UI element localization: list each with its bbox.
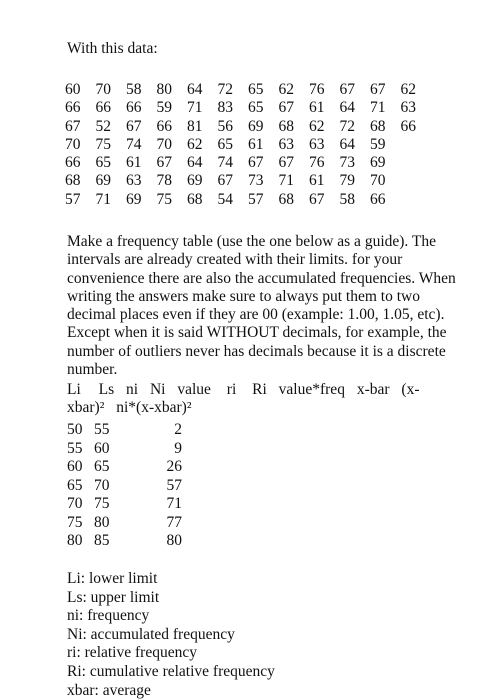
data-cell: 69 bbox=[248, 117, 264, 135]
data-cell: 62 bbox=[400, 81, 416, 98]
table-cell-ls: 85 bbox=[94, 532, 110, 549]
table-row bbox=[67, 477, 182, 496]
data-cell: 67 bbox=[370, 81, 386, 98]
header-value-freq: value*freq bbox=[278, 381, 345, 398]
table-cell-li: 75 bbox=[67, 513, 83, 531]
data-cell: 75 bbox=[95, 135, 111, 153]
data-cell: 65 bbox=[217, 135, 233, 153]
data-cell: 67 bbox=[339, 81, 355, 98]
table-cell-ni-accumulated: 71 bbox=[166, 495, 182, 512]
data-cell: 52 bbox=[95, 117, 111, 135]
data-cell: 70 bbox=[95, 81, 111, 98]
table-cell-li: 50 bbox=[67, 421, 83, 438]
table-cell-ls: 80 bbox=[94, 513, 110, 531]
header-ni-times-squared: ni*(x-xbar)² bbox=[116, 399, 192, 417]
header-li: Li bbox=[67, 381, 81, 398]
data-cell: 58 bbox=[339, 190, 355, 208]
header-value: value bbox=[177, 381, 211, 398]
data-cell: 70 bbox=[156, 135, 172, 153]
data-row bbox=[65, 118, 431, 136]
header-Ri: Ri bbox=[252, 381, 267, 398]
data-cell: 61 bbox=[309, 172, 325, 190]
legend-item: ni: frequency bbox=[67, 607, 150, 625]
frequency-table bbox=[67, 421, 182, 551]
table-row bbox=[67, 514, 182, 533]
data-cell: 62 bbox=[187, 135, 203, 153]
legend-item: ri: relative frequency bbox=[67, 644, 197, 662]
data-cell: 76 bbox=[309, 154, 325, 172]
data-cell: 78 bbox=[156, 172, 172, 190]
data-cell: 59 bbox=[370, 135, 386, 153]
instructions-paragraph bbox=[67, 233, 467, 379]
data-cell: 67 bbox=[156, 154, 172, 172]
table-row bbox=[67, 532, 182, 551]
data-row bbox=[65, 81, 431, 99]
data-cell: 72 bbox=[217, 81, 233, 98]
instruction-line: number of outliers never has decimals because it is a discrete bbox=[67, 342, 446, 360]
raw-data-grid bbox=[65, 81, 431, 209]
data-cell: 75 bbox=[156, 190, 172, 208]
data-cell: 74 bbox=[126, 135, 142, 153]
data-row bbox=[65, 154, 431, 172]
data-cell: 65 bbox=[248, 81, 264, 98]
table-cell-ni-accumulated: 26 bbox=[166, 458, 182, 475]
data-cell: 66 bbox=[126, 99, 142, 117]
table-cell-li: 65 bbox=[67, 476, 83, 494]
data-cell: 73 bbox=[248, 172, 264, 190]
table-row bbox=[67, 421, 182, 440]
data-cell: 67 bbox=[217, 172, 233, 190]
data-cell: 64 bbox=[339, 99, 355, 117]
data-cell: 74 bbox=[217, 154, 233, 172]
header-x-minus-xbar-squared-end: xbar)² bbox=[67, 399, 105, 417]
table-row bbox=[67, 458, 182, 477]
data-cell: 63 bbox=[126, 172, 142, 190]
data-cell: 68 bbox=[65, 172, 81, 190]
data-cell: 71 bbox=[187, 99, 203, 117]
table-cell-ni-accumulated: 2 bbox=[174, 421, 182, 438]
instruction-line: writing the answers make sure to always put them to two bbox=[67, 287, 420, 305]
data-cell: 67 bbox=[309, 190, 325, 208]
data-row bbox=[65, 172, 431, 190]
legend-item: Ni: accumulated frequency bbox=[67, 625, 235, 643]
data-cell: 57 bbox=[248, 190, 264, 208]
data-cell: 64 bbox=[187, 81, 203, 98]
data-cell: 58 bbox=[126, 81, 142, 98]
instruction-line: decimal places even if they are 00 (example: 1.00, 1.05, etc). bbox=[67, 306, 445, 324]
data-cell: 65 bbox=[95, 154, 111, 172]
data-row bbox=[65, 136, 431, 154]
data-cell: 63 bbox=[309, 135, 325, 153]
table-cell-li: 55 bbox=[67, 439, 83, 457]
data-cell: 64 bbox=[187, 154, 203, 172]
table-cell-ls: 65 bbox=[94, 458, 110, 475]
data-cell: 71 bbox=[278, 172, 294, 190]
table-cell-li: 70 bbox=[67, 495, 83, 512]
legend-item: Li: lower limit bbox=[67, 570, 158, 587]
data-cell: 63 bbox=[400, 99, 416, 117]
instruction-line: number. bbox=[67, 361, 118, 379]
instruction-line: intervals are already created with their limits. for your bbox=[67, 251, 403, 269]
frequency-table-header bbox=[67, 381, 467, 418]
data-cell: 68 bbox=[370, 117, 386, 135]
data-cell: 79 bbox=[339, 172, 355, 190]
data-cell: 61 bbox=[248, 135, 264, 153]
instruction-line: Make a frequency table (use the one below as a guide). The bbox=[67, 233, 436, 250]
data-cell: 81 bbox=[187, 117, 203, 135]
data-cell: 61 bbox=[126, 154, 142, 172]
data-cell: 62 bbox=[278, 81, 294, 98]
instruction-line: convenience there are also the accumulated frequencies. When bbox=[67, 269, 456, 287]
data-cell: 62 bbox=[309, 117, 325, 135]
data-cell: 73 bbox=[339, 154, 355, 172]
data-cell: 66 bbox=[156, 117, 172, 135]
data-cell: 66 bbox=[65, 99, 81, 117]
table-cell-li: 60 bbox=[67, 458, 83, 475]
data-cell: 80 bbox=[156, 81, 172, 98]
table-cell-ls: 55 bbox=[94, 421, 110, 438]
instruction-line: Except when it is said WITHOUT decimals, for example, the bbox=[67, 324, 447, 342]
data-cell: 67 bbox=[126, 117, 142, 135]
header-ri: ri bbox=[226, 381, 237, 398]
data-cell: 70 bbox=[65, 135, 81, 153]
legend-item: xbar: average bbox=[67, 681, 151, 699]
data-row bbox=[65, 99, 431, 117]
data-cell: 71 bbox=[370, 99, 386, 117]
data-cell: 67 bbox=[278, 154, 294, 172]
table-cell-ni-accumulated: 9 bbox=[174, 439, 182, 457]
data-cell: 68 bbox=[278, 190, 294, 208]
data-cell: 59 bbox=[156, 99, 172, 117]
table-cell-ls: 70 bbox=[94, 476, 110, 494]
legend-item: Ri: cumulative relative frequency bbox=[67, 662, 275, 680]
header-ni: ni bbox=[126, 381, 139, 398]
data-cell: 68 bbox=[278, 117, 294, 135]
data-cell: 72 bbox=[339, 117, 355, 135]
data-cell: 63 bbox=[278, 135, 294, 153]
data-cell: 67 bbox=[248, 154, 264, 172]
data-cell: 65 bbox=[248, 99, 264, 117]
data-cell: 56 bbox=[217, 117, 233, 135]
legend-list bbox=[67, 570, 275, 700]
data-cell: 61 bbox=[309, 99, 325, 117]
data-cell: 54 bbox=[217, 190, 233, 208]
data-cell: 69 bbox=[187, 172, 203, 190]
data-row bbox=[65, 191, 431, 209]
data-cell: 66 bbox=[95, 99, 111, 117]
table-row bbox=[67, 440, 182, 459]
data-cell: 71 bbox=[95, 190, 111, 208]
data-cell: 76 bbox=[309, 81, 325, 98]
table-cell-ni-accumulated: 57 bbox=[166, 476, 182, 494]
table-cell-ls: 60 bbox=[94, 439, 110, 457]
data-cell: 66 bbox=[65, 154, 81, 172]
data-cell: 66 bbox=[370, 190, 386, 208]
header-x-minus-xbar-squared-start: (x- bbox=[401, 381, 420, 398]
header-ls: Ls bbox=[98, 381, 115, 398]
header-xbar: x-bar bbox=[356, 381, 390, 398]
header-Ni: Ni bbox=[149, 381, 166, 398]
data-cell: 57 bbox=[65, 190, 81, 208]
intro-text: With this data: bbox=[67, 40, 158, 57]
data-cell: 69 bbox=[126, 190, 142, 208]
table-cell-ni-accumulated: 80 bbox=[166, 532, 182, 549]
data-cell: 66 bbox=[400, 117, 416, 135]
data-cell: 60 bbox=[65, 81, 81, 98]
data-cell: 67 bbox=[65, 117, 81, 135]
data-cell: 69 bbox=[95, 172, 111, 190]
data-cell: 69 bbox=[370, 154, 386, 172]
data-cell: 64 bbox=[339, 135, 355, 153]
data-cell: 83 bbox=[217, 99, 233, 117]
data-cell: 68 bbox=[187, 190, 203, 208]
table-row bbox=[67, 495, 182, 514]
data-cell: 67 bbox=[278, 99, 294, 117]
data-cell: 70 bbox=[370, 172, 386, 190]
table-cell-ls: 75 bbox=[94, 495, 110, 512]
table-cell-ni-accumulated: 77 bbox=[166, 513, 182, 531]
legend-item: Ls: upper limit bbox=[67, 588, 160, 606]
table-cell-li: 80 bbox=[67, 532, 83, 549]
